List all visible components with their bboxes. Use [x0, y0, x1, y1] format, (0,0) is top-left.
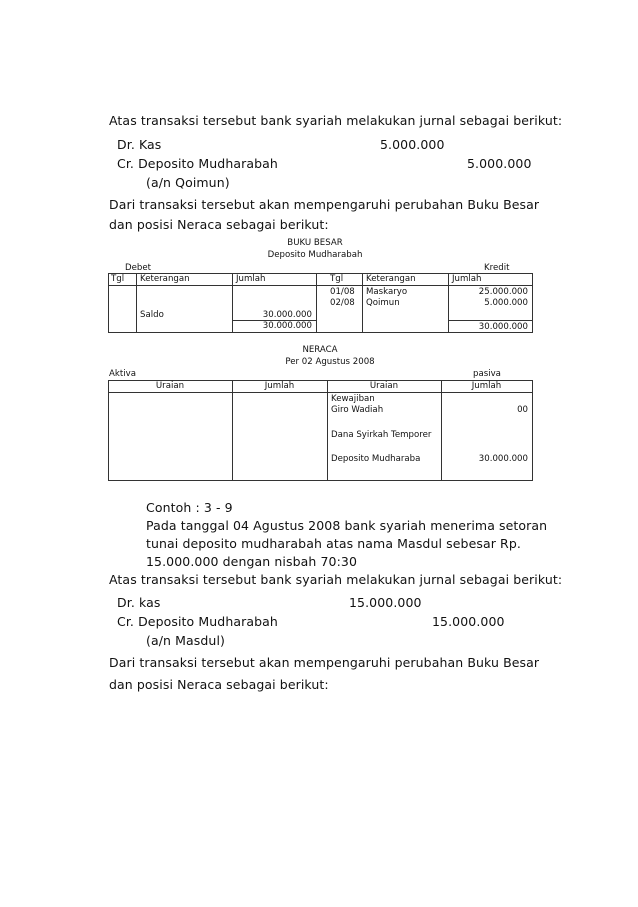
journal2-debit-amount: 15.000.000 [349, 595, 422, 610]
journal2-credit-amount: 15.000.000 [432, 614, 505, 629]
balance-title: NERACA [302, 345, 338, 355]
journal2-debit-label: Dr. kas [117, 595, 161, 610]
balance-header-uraian-pasiva: Uraian [369, 381, 399, 391]
journal1-debit-label: Dr. Kas [117, 137, 162, 152]
ledger-credit-total: 30.000.000 [478, 322, 528, 332]
journal1-note: (a/n Qoimun) [146, 175, 230, 190]
balance-pasiva-label: pasiva [473, 369, 501, 379]
balance-dana-label: Dana Syirkah Temporer [331, 430, 432, 440]
ledger-title: BUKU BESAR [287, 238, 343, 248]
intro-text-1: Atas transaksi tersebut bank syariah melakukan jurnal sebagai berikut: [109, 113, 563, 128]
journal2-credit-label: Cr. Deposito Mudharabah [117, 614, 278, 629]
intro-text-2: Atas transaksi tersebut bank syariah melakukan jurnal sebagai berikut: [109, 572, 563, 587]
journal1-credit-amount: 5.000.000 [467, 156, 532, 171]
balance-deposito-amount: 30.000.000 [478, 454, 528, 464]
example-line3: 15.000.000 dengan nisbah 70:30 [146, 554, 358, 569]
effect-text-1a: Dari transaksi tersebut akan mempengaruhi perubahan Buku Besar [109, 197, 540, 212]
ledger-row1-jumlah: 25.000.000 [478, 287, 528, 297]
ledger-header-jumlah-credit: Jumlah [452, 274, 482, 284]
balance-aktiva-label: Aktiva [109, 369, 136, 379]
ledger-row2-keterangan: Qoimun [366, 298, 400, 308]
journal1-credit-label: Cr. Deposito Mudharabah [117, 156, 278, 171]
ledger-header-keterangan-debit: Keterangan [140, 274, 190, 284]
journal1-debit-amount: 5.000.000 [380, 137, 445, 152]
balance-header-jumlah-aktiva: Jumlah [264, 381, 295, 391]
ledger-header-tgl-credit: Tgl [330, 274, 344, 284]
effect-text-2b: dan posisi Neraca sebagai berikut: [109, 677, 329, 692]
ledger-debit-label: Debet [125, 263, 152, 273]
ledger-credit-label: Kredit [484, 263, 510, 273]
ledger-saldo-label: Saldo [140, 310, 164, 320]
balance-kewajiban: Kewajiban [331, 394, 375, 404]
example-title: Contoh : 3 - 9 [146, 500, 233, 515]
ledger-row1-tgl: 01/08 [330, 287, 355, 297]
journal2-note: (a/n Masdul) [146, 633, 226, 648]
example-line1: Pada tanggal 04 Agustus 2008 bank syariah menerima setoran [146, 518, 548, 533]
ledger-row1-keterangan: Maskaryo [366, 287, 408, 297]
ledger-header-jumlah-debit: Jumlah [236, 274, 266, 284]
ledger-header-tgl-debit: Tgl [111, 274, 125, 284]
balance-subtitle: Per 02 Agustus 2008 [285, 357, 375, 367]
ledger-header-keterangan-credit: Keterangan [366, 274, 416, 284]
balance-header-jumlah-pasiva: Jumlah [471, 381, 502, 391]
ledger-row2-jumlah: 5.000.000 [484, 298, 528, 308]
ledger-saldo-amount: 30.000.000 [262, 310, 312, 320]
effect-text-1b: dan posisi Neraca sebagai berikut: [109, 217, 329, 232]
ledger-debit-total: 30.000.000 [262, 321, 312, 331]
balance-header-uraian-aktiva: Uraian [155, 381, 185, 391]
effect-text-2a: Dari transaksi tersebut akan mempengaruhi perubahan Buku Besar [109, 655, 540, 670]
balance-giro-label: Giro Wadiah [331, 405, 384, 415]
balance-giro-amount: 00 [517, 405, 528, 415]
balance-deposito-label: Deposito Mudharaba [331, 454, 421, 464]
example-line2: tunai deposito mudharabah atas nama Masdul sebesar Rp. [146, 536, 521, 551]
ledger-subtitle: Deposito Mudharabah [267, 250, 363, 260]
ledger-row2-tgl: 02/08 [330, 298, 355, 308]
